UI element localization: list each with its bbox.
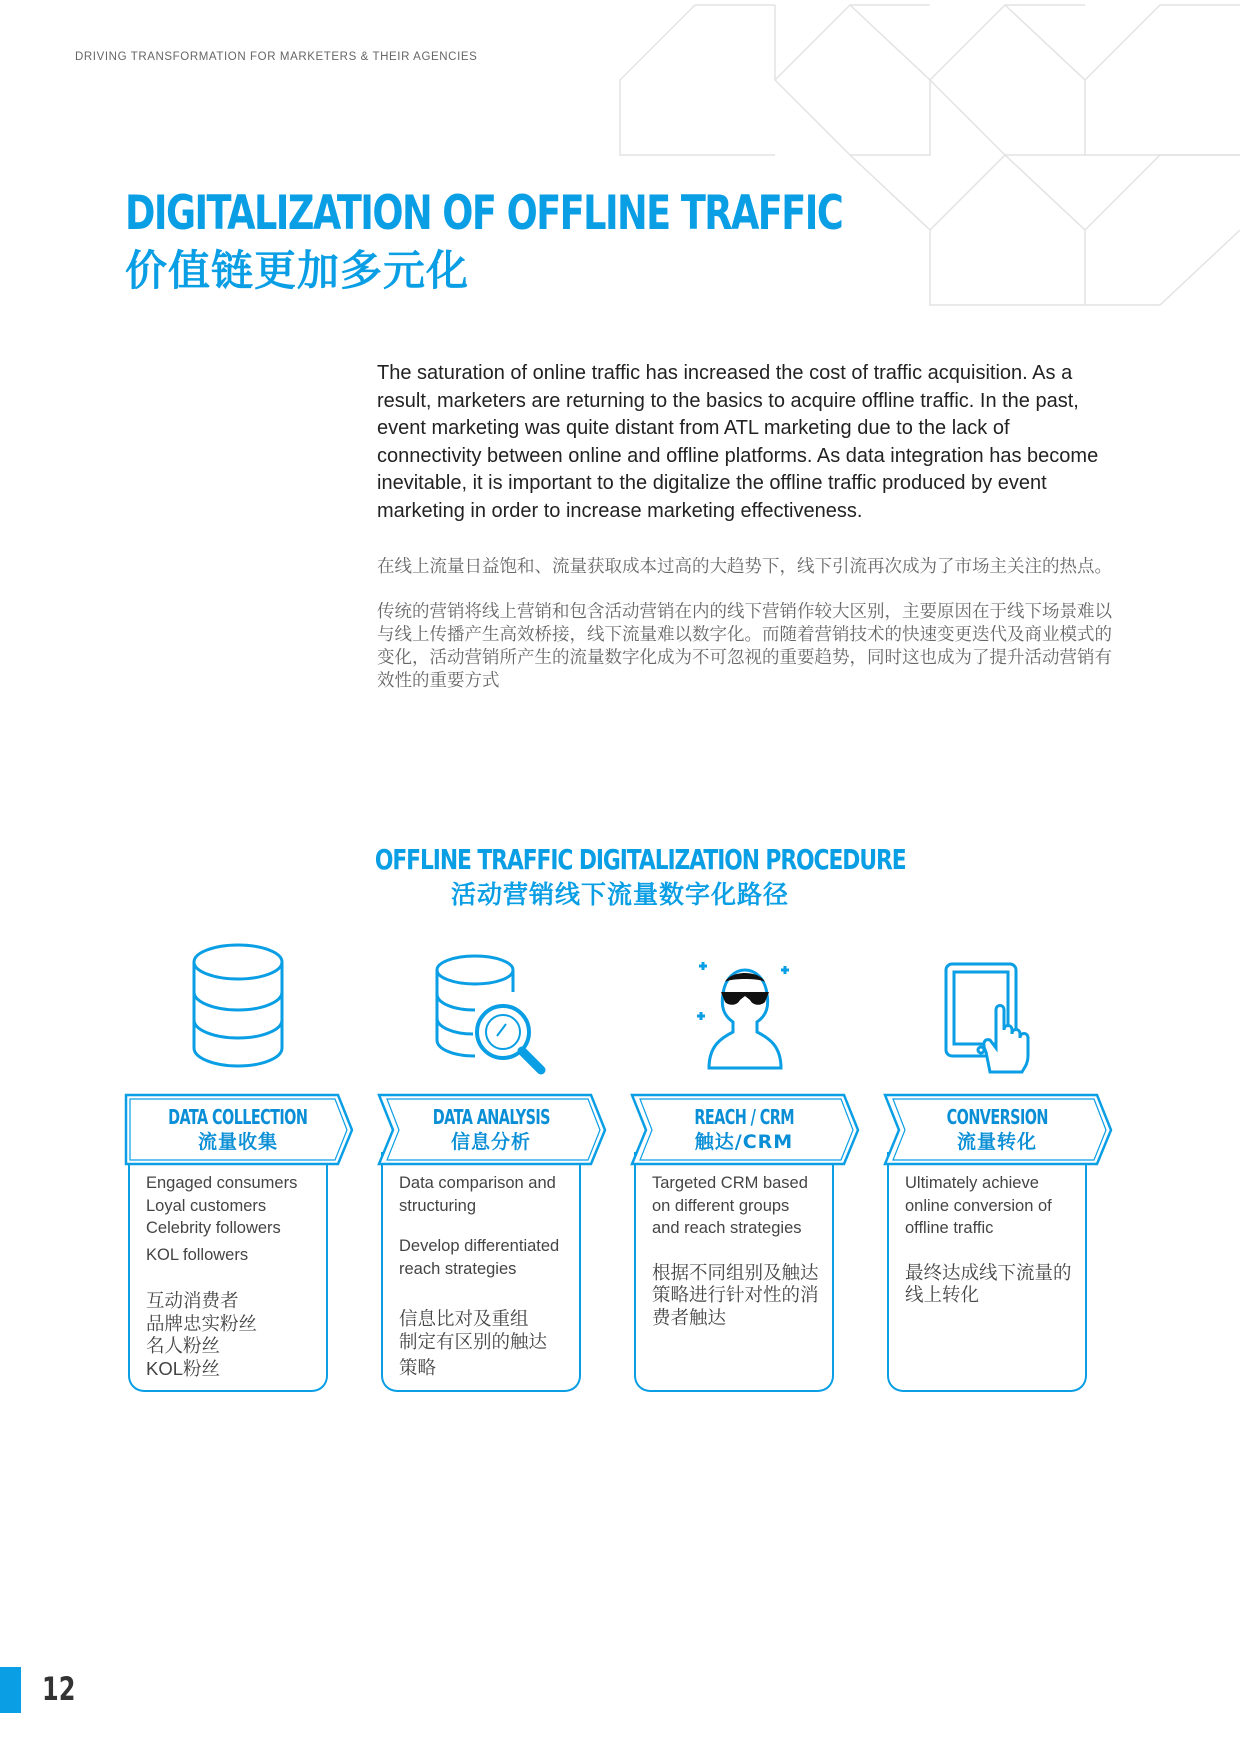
step-item: KOL followers (146, 1245, 249, 1264)
step-item: Targeted CRM based (652, 1174, 808, 1192)
step-title-cn: 信息分析 (450, 1131, 531, 1153)
step-item: Celebrity followers (146, 1219, 281, 1237)
step-item: Develop differentiated (399, 1237, 560, 1255)
intro-paragraph-cn-1: 在线上流量日益饱和、流量获取成本过高的大趋势下，线下引流再次成为了市场主关注的热点。 (377, 556, 1112, 576)
step-card-data-collection (128, 1152, 328, 1392)
step-card-reach-crm (634, 1152, 834, 1392)
step-item: Loyal customers (146, 1196, 267, 1215)
step-header-reach-crm (630, 1093, 858, 1166)
step-item: Ultimately achieve (905, 1174, 1039, 1192)
step-item: online conversion of (905, 1196, 1052, 1215)
procedure-title (300, 843, 940, 909)
procedure-title-en: OFFLINE TRAFFIC DIGITALIZATION PROCEDURE (374, 843, 906, 876)
step-item: reach strategies (399, 1259, 517, 1278)
step-item: Engaged consumers (146, 1174, 298, 1192)
step-item-cn: 制定有区别的触达 (399, 1330, 548, 1352)
step-header-data-collection (124, 1093, 352, 1166)
person-sunglasses-icon (695, 960, 793, 1072)
step-item-cn: 信息比对及重组 (399, 1308, 529, 1329)
step-item-cn: 最终达成线下流量的 (905, 1261, 1072, 1283)
page-number-bar (0, 1667, 21, 1713)
step-title-en: CONVERSION (946, 1105, 1048, 1129)
step-card-conversion (887, 1152, 1087, 1392)
step-item-cn: 根据不同组别及触达 (652, 1261, 819, 1283)
database-search-icon (433, 952, 549, 1080)
step-title-cn: 触达/CRM (694, 1131, 794, 1153)
step-item: Data comparison and (399, 1174, 556, 1192)
step-item-cn: 名人粉丝 (146, 1335, 221, 1356)
tablet-touch-icon (942, 960, 1048, 1074)
step-title-cn: 流量转化 (956, 1131, 1037, 1153)
page-title: DIGITALIZATION OF OFFLINE TRAFFIC (125, 186, 843, 241)
step-item: structuring (399, 1196, 477, 1215)
page-number: 12 (42, 1670, 76, 1708)
step-item-cn: 策略 (399, 1357, 437, 1378)
step-item: and reach strategies (652, 1219, 802, 1237)
intro-section (377, 360, 1117, 692)
step-card-data-analysis (381, 1152, 581, 1392)
step-item-cn: KOL粉丝 (146, 1357, 221, 1379)
running-header: DRIVING TRANSFORMATION FOR MARKETERS & THEIR AGENCIES (75, 51, 478, 63)
step-header-conversion (883, 1093, 1111, 1166)
intro-paragraph-cn-2: 传统的营销将线上营销和包含活动营销在内的线下营销作较大区别，主要原因在于线下场景难以与线上传播产生高效桥接，线下流量难以数字化。而随着营销技术的快速变更迭代及商业模式的变化，活动营销所产生的流量数字化成为不可忽视的重要趋势，同时这也成为了提升活动营销有效性的重要方式 (377, 601, 1112, 690)
step-title-en: DATA ANALYSIS (432, 1105, 550, 1129)
intro-paragraph-en: The saturation of online traffic has increased the cost of traffic acquisition. As a result, marketers are returning to the basics to acquire offline traffic. In the past, event marketing was quite distant from ATL marketing due to the lack of connectivity between online and offline platforms. As data integration has become inevitable, it is important to the digitalize the offline traffic produced by event marketing in order to increase marketing effectiveness. (377, 362, 1099, 522)
step-item-cn: 品牌忠实粉丝 (146, 1312, 258, 1334)
procedure-title-cn: 活动营销线下流量数字化路径 (450, 880, 789, 909)
step-title-en: DATA COLLECTION (168, 1105, 308, 1129)
database-icon (188, 940, 288, 1070)
step-item: on different groups (652, 1196, 790, 1215)
geometric-pattern-decoration (610, 0, 1240, 315)
step-title-cn: 流量收集 (197, 1131, 278, 1153)
step-header-data-analysis (377, 1093, 605, 1166)
step-title-en: REACH / CRM (694, 1105, 794, 1129)
page-title-cn: 价值链更加多元化 (125, 246, 470, 295)
step-item-cn: 费者触达 (652, 1306, 727, 1328)
step-item-cn: 互动消费者 (146, 1290, 239, 1311)
step-item-cn: 策略进行针对性的消 (652, 1284, 819, 1305)
step-item: offline traffic (905, 1219, 994, 1237)
step-item-cn: 线上转化 (905, 1284, 980, 1305)
